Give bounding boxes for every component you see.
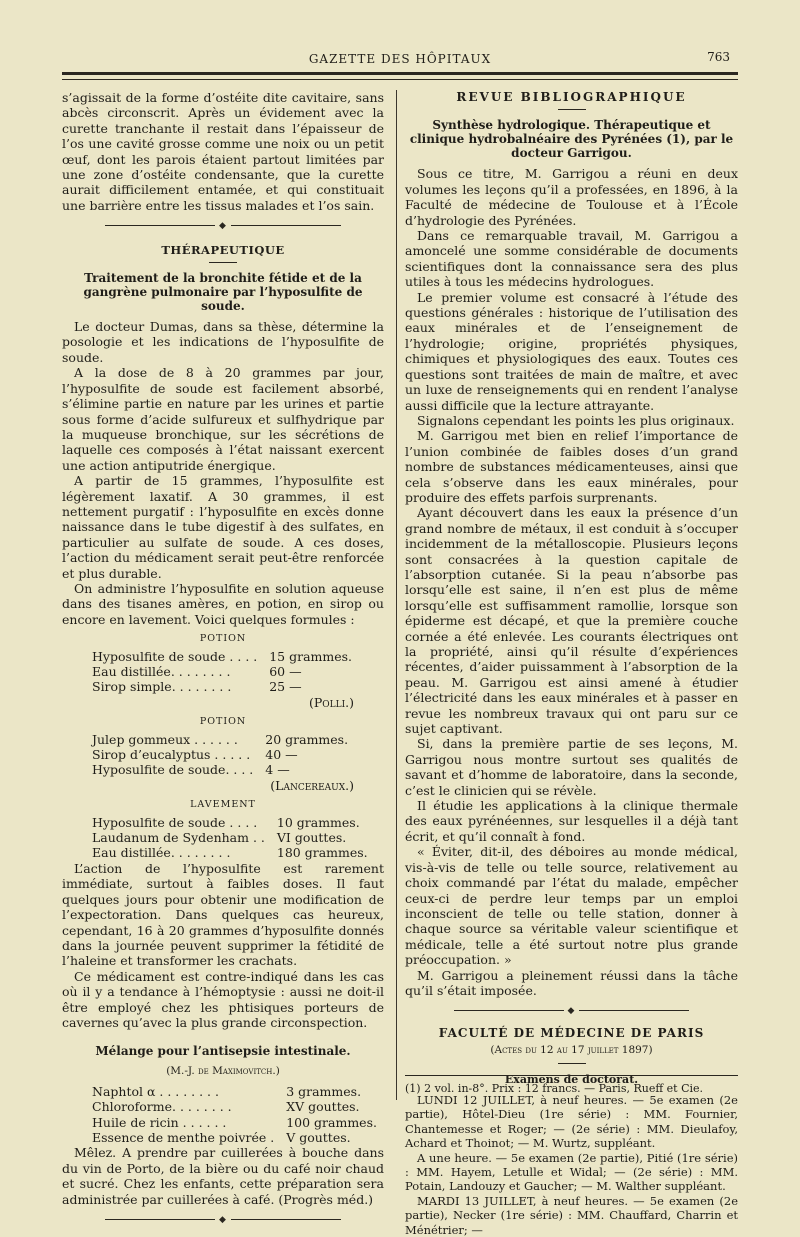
rx-qty: 3 grammes.: [286, 1083, 362, 1099]
article-title-synthese: Synthèse hydrologique. Thérapeutique et clinique hydrobalnéaire des Pyrénées (1), par le docteur Garrigou.: [409, 118, 734, 161]
rx-item: Sirop d’eucalyptus . . . . .: [92, 747, 251, 763]
running-head: GAZETTE DES HÔPITAUX: [308, 52, 492, 66]
intro-paragraph: s’agissait de la forme d’ostéite dite cavitaire, sans abcès circonscrit. Après un évidement avec la curette tranchante il restait dans l’épaisseur de l’os une cavité grosse comme une noix ou un petit œuf, dont les parois étaient partout limitées par une zone d’ostéite condensante, que la curette aurait difficilement entamée, et qui constituait une barrière entre les tissus malades et l’os sain.: [62, 90, 384, 213]
rx-qty: 40 —: [265, 747, 298, 763]
paragraph: Sous ce titre, M. Garrigou a réuni en deux volumes les leçons qu’il a professées, en 1896, à la Faculté de médecine de Toulouse et à l’École d’hydrologie des Pyrénées.: [405, 166, 738, 228]
short-rule: [558, 109, 586, 110]
paragraph: Ce médicament est contre-indiqué dans les cas où il y a tendance à l’hémoptysie : aussi ne doit-il être employé chez les phtisiques porteurs de cavernes qu’avec la plus grande circonspection.: [62, 968, 384, 1030]
paragraph: Il étudie les applications à la clinique thermale des eaux pyrénéennes, sur lesquelles il a déjà tant écrit, et qu’il connaît à fond.: [405, 798, 738, 844]
paragraph: « Éviter, dit-il, des déboires au monde médical, vis-à-vis de telle ou telle source, relativement au choix commandé par l’état du malade, empêcher ceux-ci de perdre leur temps par un emploi inconscient de telle ou telle station, donner à chaque source sa véritable valeur scientifique et médicale, telle a été surtout notre plus grande préoccupation. »: [405, 844, 738, 968]
exam-list: [405, 1093, 738, 1237]
paragraph: A la dose de 8 à 20 grammes par jour, l’hyposulfite de soude est facilement absorbé, s’élimine partie en nature par les urines et partie sous forme d’acide sulfureux et sulfhydrique par la muqueuse bronchique, sur les sécrétions de laquelle ces composés à l’état naissant exercent une action antiputride énergique.: [62, 365, 384, 473]
prescription-table: [92, 815, 368, 861]
rx-qty: VI gouttes.: [276, 830, 347, 846]
footnote: (1) 2 vol. in-8°. Prix : 12 francs. — Paris, Rueff et Cie.: [405, 1075, 738, 1095]
paragraph: Si, dans la première partie de ses leçons, M. Garrigou nous montre surtout ses qualités de savant et d’homme de laboratoire, dans la seconde, c’est le clinicien qui se révèle.: [405, 736, 738, 798]
section-title-revue: REVUE BIBLIOGRAPHIQUE: [456, 90, 687, 104]
rx-item: Julep gommeux . . . . . .: [92, 731, 238, 747]
rx-item: Hyposulfite de soude. . . .: [92, 762, 254, 778]
left-column: [62, 90, 384, 1234]
rx-item: Chloroforme. . . . . . . .: [92, 1099, 232, 1115]
exam-heading: Examens de doctorat.: [504, 1072, 639, 1086]
rx-qty: 60 —: [269, 664, 302, 679]
paragraph: M. Garrigou met bien en relief l’importance de l’union combinée de faibles doses d’un grand nombre de substances médicamenteuses, ainsi que cela s’observe dans les eaux minérales, pour produire des effets parfois surprenants.: [405, 428, 738, 505]
page-number: 763: [707, 50, 730, 64]
rx-qty: 100 grammes.: [286, 1114, 377, 1130]
rx-row: [92, 664, 352, 679]
header-rule-thick: [62, 72, 738, 75]
rx-row: [92, 732, 348, 747]
paragraph: Mêlez. A prendre par cuillerées à bouche dans du vin de Porto, de la bière ou du café noir chaud et sucré. Chez les enfants, cette préparation sera administrée par cuillerées à café. (Progrès méd.): [62, 1145, 384, 1207]
rx-qty: 4 —: [265, 762, 290, 778]
rx-item: Hyposulfite de soude . . . .: [92, 814, 258, 830]
short-rule: [209, 262, 237, 263]
paragraph: M. Garrigou a pleinement réussi dans la tâche qu’il s’était imposée.: [405, 967, 738, 998]
paragraph: Signalons cependant les points les plus originaux.: [417, 412, 735, 428]
rx-qty: 10 grammes.: [276, 814, 360, 830]
right-column: [405, 90, 738, 1237]
ornament-divider: ◆: [405, 1004, 738, 1019]
rx-row: [92, 815, 368, 830]
paragraph: On administre l’hyposulfite en solution aqueuse dans des tisanes amères, en potion, en sirop ou encore en lavement. Voici quelques formules :: [62, 580, 384, 627]
prescription-table: [92, 732, 348, 778]
rx-source: (Polli.): [308, 694, 354, 710]
section-title-therapeutique: THÉRAPEUTIQUE: [161, 242, 285, 257]
rx-qty: 25 —: [269, 679, 302, 695]
faculty-dates: (Actes du 12 au 17 juillet 1897): [490, 1044, 653, 1057]
rx-row: [92, 679, 352, 694]
prescription-table: [92, 1084, 377, 1146]
rx-row: [92, 1099, 377, 1114]
rx-qty: 20 grammes.: [265, 731, 349, 747]
rx-label: POTION: [199, 716, 247, 728]
rx-source: (Lancereaux.): [270, 777, 354, 793]
exam-entry: A une heure. — 5e examen (2e partie), Pitié (1re série) : MM. Hayem, Letulle et Widal; — (2e série) : MM. Potain, Landouzy et Gaucher; — M. Walther suppléant.: [405, 1150, 738, 1194]
header-rule-thin: [62, 79, 738, 80]
rx-row: [92, 747, 348, 762]
paragraph: Le docteur Dumas, dans sa thèse, détermine la posologie et les indications de l’hyposulfite de soude.: [62, 319, 384, 365]
prescription-table: [92, 649, 352, 695]
rx-row: [92, 1084, 377, 1099]
paragraph: Le premier volume est consacré à l’étude des questions générales : historique de l’utilisation des eaux minérales et de l’enseignement de l’hydrologie; origine, propriétés physiques, chimiques et physiologiques des eaux. Toutes ces questions sont traitées de main de maître, et avec un luxe de renseignements qui en rendent l’analyse aussi difficile que la lecture attrayante.: [405, 289, 738, 413]
rx-row: [92, 762, 348, 777]
rx-qty: 15 grammes.: [269, 648, 353, 664]
ornament-divider: ◆: [62, 1213, 384, 1228]
rx-row: [92, 830, 368, 845]
short-rule: [558, 1063, 586, 1064]
rx-item: Hyposulfite de soude . . . .: [92, 648, 258, 664]
article-title-bronchite: Traitement de la bronchite fétide et de la gangrène pulmonaire par l’hyposulfite de soude.: [83, 271, 363, 314]
rx-label: LAVEMENT: [190, 799, 256, 811]
paragraph: L’action de l’hyposulfite est rarement immédiate, surtout à faibles doses. Il faut quelques jours pour obtenir une modification de l’expectoration. Dans quelques cas heureux, cependant, 16 à 20 grammes d’hyposulfite donnés dans la journée peuvent supprimer la fétidité de l’haleine et transformer les crachats.: [62, 860, 384, 969]
rx-row: [92, 845, 368, 860]
rx-item: Laudanum de Sydenham . .: [92, 830, 265, 846]
rx-item: Eau distillée. . . . . . . .: [92, 845, 231, 861]
rx-item: Eau distillée. . . . . . . .: [92, 664, 231, 679]
rx-qty: 180 grammes.: [276, 845, 368, 861]
paragraph: Dans ce remarquable travail, M. Garrigou a amoncelé une somme considérable de documents scientifiques dont la connaissance sera des plus utiles à tous les médecins hydrologues.: [405, 228, 738, 290]
paragraph: Ayant découvert dans les eaux la présence d’un grand nombre de métaux, il est conduit à s’occuper incidemment de la métalloscopie. Plusieurs leçons sont consacrées à la question capitale de l’absorption cutanée. Si la peau n’absorbe pas lorsqu’elle est saine, il n’en est plus de même lorsqu’elle est suffisamment ramollie, lorsque son épiderme est décapé, et que la première couche cornée a été enlevée. Les courants électriques ont la propriété, ainsi qu’il résulte d’expériences récentes, d’aider puissamment à l’absorption de la peau. M. Garrigou est ainsi amené à étudier l’électricité dans les eaux minérales et à passer en revue les nombreux travaux qui ont paru sur ce sujet captivant.: [405, 505, 738, 737]
column-divider: [396, 90, 397, 1100]
article-title-melange: Mélange pour l’antisepsie intestinale.: [95, 1044, 351, 1059]
rx-item: Sirop simple. . . . . . . .: [92, 679, 232, 695]
ornament-divider: ◆: [62, 219, 384, 234]
rx-qty: V gouttes.: [286, 1129, 351, 1145]
rx-label: POTION: [199, 633, 247, 645]
rx-row: [92, 649, 352, 664]
article-author: (M.-J. de Maximovitch.): [166, 1065, 280, 1078]
rx-item: Essence de menthe poivrée .: [92, 1129, 275, 1145]
exam-entry: MARDI 13 JUILLET, à neuf heures. — 5e examen (2e partie), Necker (1re série) : MM. Chauffard, Charrin et Ménétrier; —: [405, 1193, 738, 1237]
faculty-title: FACULTÉ DE MÉDECINE DE PARIS: [438, 1025, 705, 1040]
rx-item: Naphtol α . . . . . . . .: [92, 1083, 219, 1099]
rx-item: Huile de ricin . . . . . .: [92, 1114, 227, 1130]
rx-row: [92, 1130, 377, 1145]
rx-qty: XV gouttes.: [286, 1099, 360, 1115]
paragraph: A partir de 15 grammes, l’hyposulfite est légèrement laxatif. A 30 grammes, il est nettement purgatif : l’hyposulfite en excès donne naissance dans le tube digestif à des sulfates, en particulier au sulfate de soude. A ces doses, l’action du médicament serait peut-être renforcée et plus durable.: [62, 473, 384, 581]
exam-entry: LUNDI 12 JUILLET, à neuf heures. — 5e examen (2e partie), Hôtel-Dieu (1re série) : MM. Fournier, Chantemesse et Roger; — (2e série) : MM. Dieulafoy, Achard et Thoinot; — M. Wurtz, suppléant.: [405, 1092, 738, 1151]
rx-row: [92, 1115, 377, 1130]
